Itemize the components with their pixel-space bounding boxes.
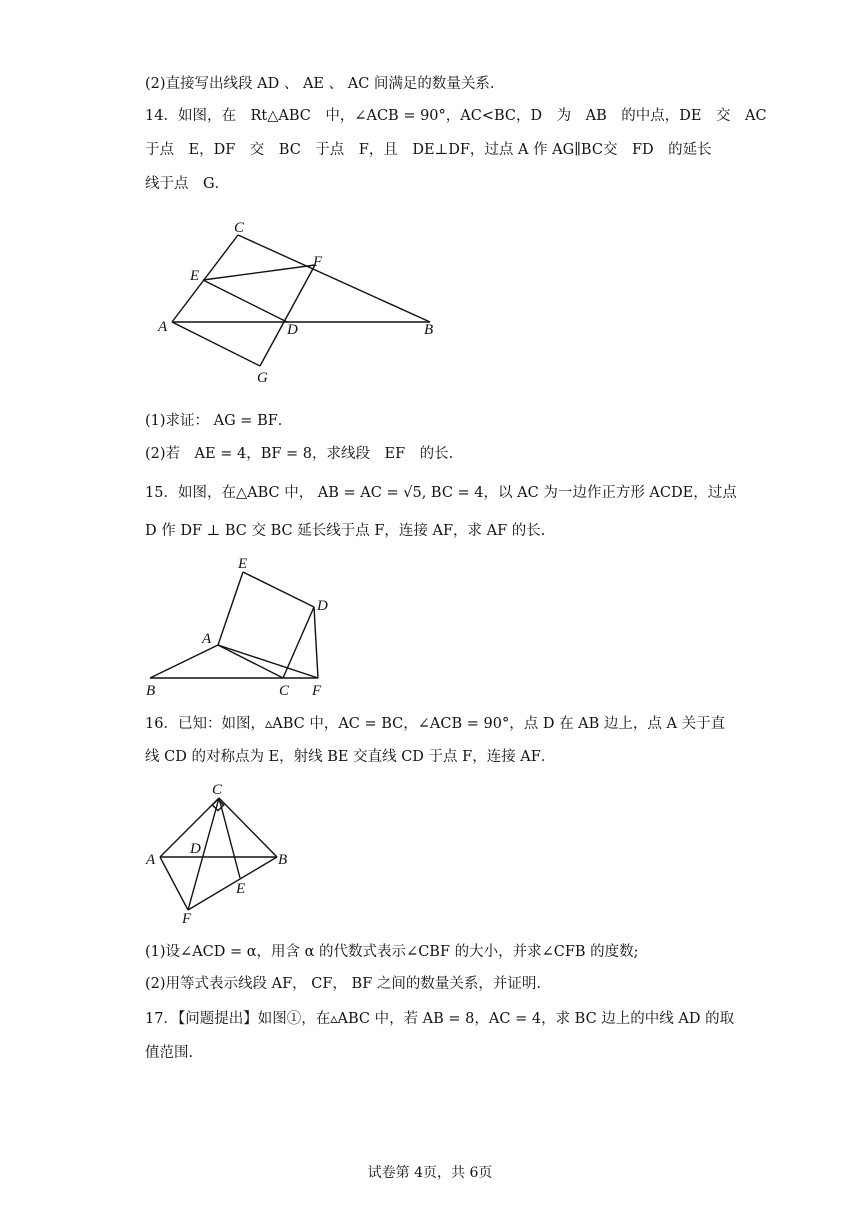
text-line-2: 14．如图，在 Rt△ABC 中，∠ACB = 90°，AC<BC，D 为 AB 的中点，DE 交 AC — [145, 108, 767, 124]
label-A: A — [146, 852, 156, 868]
figure-14 — [150, 210, 450, 390]
label-F: F — [182, 911, 192, 927]
label-G: G — [257, 370, 268, 386]
label-E: E — [238, 556, 248, 572]
label-C: C — [234, 220, 245, 236]
text-line-7: 15．如图，在△ABC 中， AB = AC = √5, BC = 4，以 AC 为一边作正方形 ACDE，过点 — [145, 485, 737, 501]
label-D: D — [317, 598, 328, 614]
figure-15 — [140, 552, 340, 702]
label-D: D — [190, 841, 201, 857]
text-line-1: (2)直接写出线段 AD 、 AE 、 AC 间满足的数量关系. — [145, 76, 495, 92]
label-F: F — [312, 683, 322, 699]
text-line-3: 于点 E，DF 交 BC 于点 F，且 DE⊥DF，过点 A 作 AG∥BC交 FD 的延长 — [145, 142, 712, 158]
text-line-14: 值范围. — [145, 1045, 194, 1061]
figure-16 — [140, 778, 300, 928]
text-line-11: (1)设∠ACD = α，用含 α 的代数式表示∠CBF 的大小，并求∠CFB 的度数; — [145, 944, 639, 960]
text-line-9: 16．已知：如图，▵ABC 中，AC = BC，∠ACB = 90°，点 D 在 AB 边上，点 A 关于直 — [145, 716, 726, 732]
label-D: D — [287, 322, 298, 338]
text-line-12: (2)用等式表示线段 AF， CF， BF 之间的数量关系，并证明. — [145, 976, 541, 992]
label-E: E — [190, 268, 200, 284]
text-line-6: (2)若 AE = 4，BF = 8，求线段 EF 的长. — [145, 446, 454, 462]
text-line-4: 线于点 G． — [145, 176, 230, 192]
label-C: C — [279, 683, 290, 699]
label-A: A — [158, 319, 168, 335]
label-C: C — [212, 782, 223, 798]
text-line-13: 17．【问题提出】如图①，在▵ABC 中，若 AB = 8，AC = 4，求 BC 边上的中线 AD 的取 — [145, 1011, 735, 1027]
label-B: B — [278, 852, 288, 868]
label-B: B — [424, 322, 434, 338]
label-F: F — [313, 254, 323, 270]
text-line-10: 线 CD 的对称点为 E，射线 BE 交直线 CD 于点 F，连接 AF． — [145, 749, 556, 765]
page-footer: 试卷第 4页，共 6页 — [367, 1165, 493, 1181]
label-E: E — [236, 881, 246, 897]
text-line-5: (1)求证： AG = BF． — [145, 413, 293, 429]
text-line-8: D 作 DF ⊥ BC 交 BC 延长线于点 F，连接 AF，求 AF 的长. — [145, 523, 546, 539]
label-A: A — [202, 631, 212, 647]
label-B: B — [146, 683, 156, 699]
